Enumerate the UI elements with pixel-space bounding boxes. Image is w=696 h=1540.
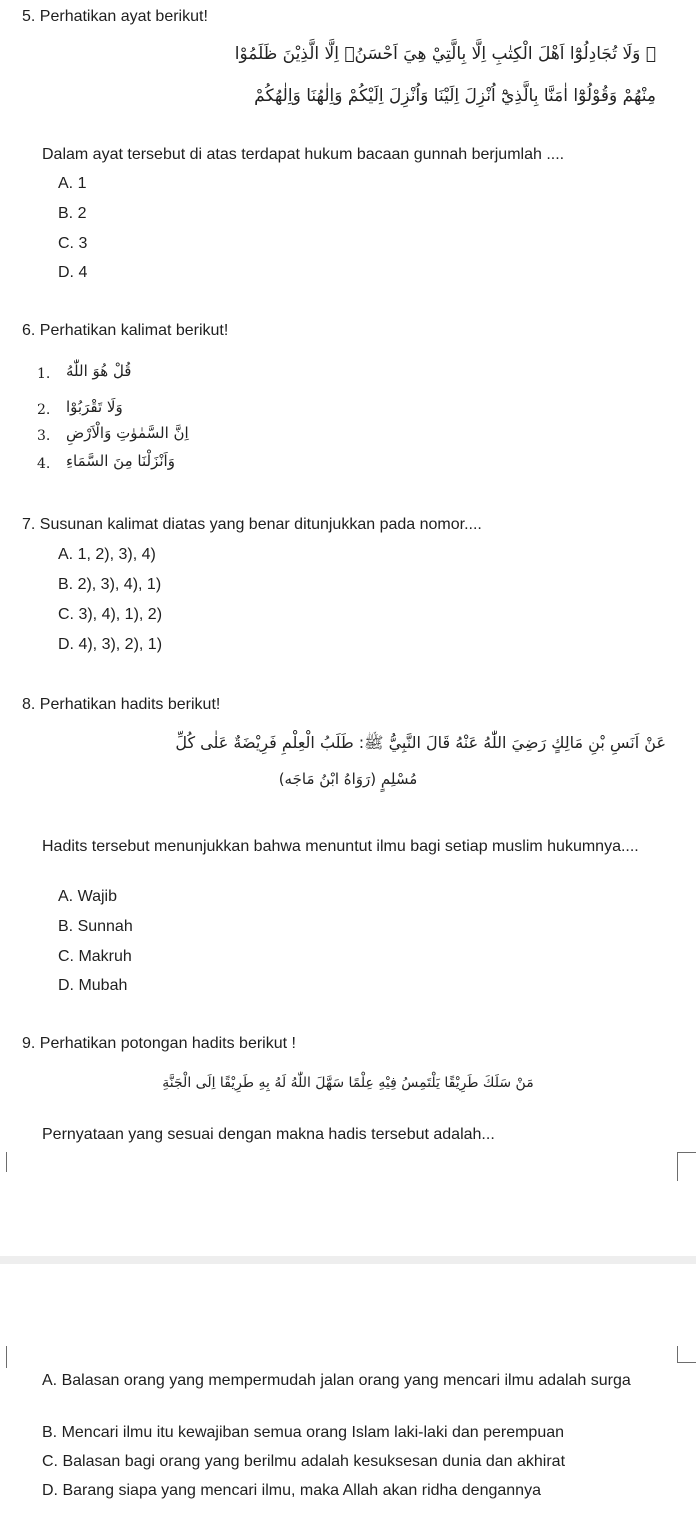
q8-hadith-line-2: مُسْلِمٍ (رَوَاهُ ابْنُ مَاجَه) (278, 770, 418, 788)
frame-corner-bottom-left (0, 1346, 7, 1368)
q6-title: 6. Perhatikan kalimat berikut! (22, 322, 229, 339)
q8-option-a[interactable]: A. Wajib (58, 888, 117, 905)
q8-hadith-line-1: عَنْ اَنَسِ بْنِ مَالِكٍ رَضِيَ اللّٰهُ عَنْهُ قَالَ النَّبِيُّ ﷺ: طَلَبُ الْعِلْمِ فَرِيْضَةٌ عَلٰى كُلِّ (175, 733, 666, 752)
q9-option-d[interactable]: D. Barang siapa yang mencari ilmu, maka Allah akan ridha dengannya (42, 1482, 541, 1499)
q6-item-4-number: 4. (37, 456, 51, 472)
q9-option-b[interactable]: B. Mencari ilmu itu kewajiban semua orang Islam laki-laki dan perempuan (42, 1424, 565, 1441)
q5-verse-line-1: ۞ وَلَا تُجَادِلُوْٓا اَهْلَ الْكِتٰبِ اِلَّا بِالَّتِيْ هِيَ اَحْسَنُۖ اِلَّا الَّذِيْنَ ظَلَمُوْا (234, 44, 656, 64)
q6-item-1-number: 1. (37, 366, 51, 382)
q6-item-3-number: 3. (37, 428, 51, 444)
q8-option-b[interactable]: B. Sunnah (58, 918, 133, 935)
q5-title: 5. Perhatikan ayat berikut! (22, 8, 208, 25)
q5-option-c[interactable]: C. 3 (58, 235, 88, 252)
q9-option-c[interactable]: C. Balasan bagi orang yang berilmu adalah kesuksesan dunia dan akhirat (42, 1453, 566, 1470)
frame-corner-top-right (677, 1152, 696, 1181)
frame-corner-bottom-right (677, 1346, 696, 1363)
q6-item-4-arabic: وَاَنْزَلْنَا مِنَ السَّمَاءِ (66, 452, 175, 470)
q8-stem: Hadits tersebut menunjukkan bahwa menuntut ilmu bagi setiap muslim hukumnya.... (42, 838, 639, 855)
q5-stem: Dalam ayat tersebut di atas terdapat hukum bacaan gunnah berjumlah .... (42, 146, 565, 163)
q6-item-2-arabic: وَلَا تَقْرَبُوْا (66, 398, 123, 416)
q6-item-2-number: 2. (37, 402, 51, 418)
q7-option-b[interactable]: B. 2), 3), 4), 1) (58, 576, 162, 593)
q7-option-a[interactable]: A. 1, 2), 3), 4) (58, 546, 156, 563)
q9-hadith: مَنْ سَلَكَ طَرِيْقًا يَلْتَمِسُ فِيْهِ عِلْمًا سَهَّلَ اللّٰهُ لَهُ بِهِ طَرِيْقًا اِلَى الْجَنَّةِ (162, 1075, 534, 1091)
q9-option-a[interactable]: A. Balasan orang yang mempermudah jalan orang yang mencari ilmu adalah surga (42, 1372, 631, 1389)
q7-title: 7. Susunan kalimat diatas yang benar ditunjukkan pada nomor.... (22, 516, 482, 533)
q6-item-3-arabic: اِنَّ السَّمٰوٰتِ وَالْاَرْضِ (66, 424, 189, 442)
q5-option-a[interactable]: A. 1 (58, 175, 87, 192)
q8-title: 8. Perhatikan hadits berikut! (22, 696, 221, 713)
q9-title: 9. Perhatikan potongan hadits berikut ! (22, 1035, 296, 1052)
q7-option-c[interactable]: C. 3), 4), 1), 2) (58, 606, 163, 623)
q5-option-b[interactable]: B. 2 (58, 205, 87, 222)
q9-stem: Pernyataan yang sesuai dengan makna hadis tersebut adalah... (42, 1126, 495, 1143)
frame-corner-top-left (0, 1152, 7, 1172)
q7-option-d[interactable]: D. 4), 3), 2), 1) (58, 636, 163, 653)
page-separator (0, 1256, 696, 1264)
q8-option-c[interactable]: C. Makruh (58, 948, 132, 965)
q5-verse-line-2: مِنْهُمْ وَقُوْلُوْٓا اٰمَنَّا بِالَّذِيْٓ اُنْزِلَ اِلَيْنَا وَاُنْزِلَ اِلَيْكُمْ وَاِلٰهُنَا وَاِلٰهُكُمْ (254, 86, 656, 106)
q6-item-1-arabic: قُلْ هُوَ اللّٰهُ (66, 362, 132, 380)
q8-option-d[interactable]: D. Mubah (58, 977, 128, 994)
q5-option-d[interactable]: D. 4 (58, 264, 88, 281)
